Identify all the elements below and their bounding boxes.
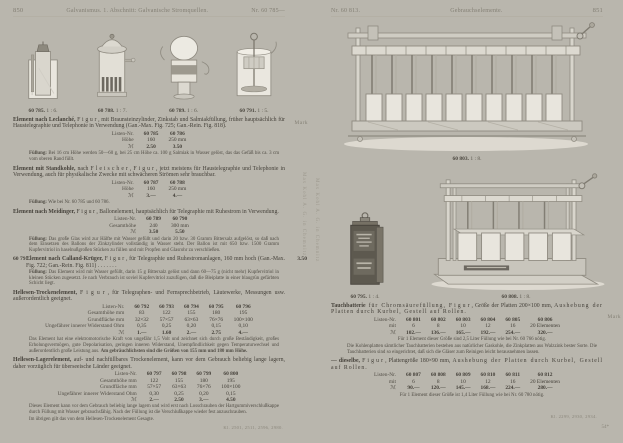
row-label: Grundfläche mm	[100, 384, 137, 391]
row-label: Listen-Nr.	[111, 179, 134, 186]
table-cell: 6	[412, 323, 415, 330]
table-cell: 90.—	[407, 385, 420, 392]
table-cell: 1.—	[137, 329, 147, 336]
filling-note: Für 1 Element dieser Größe ist 1,4 Liter Füllung wie bei Nr. 60 780 nötig.	[399, 392, 545, 398]
row-label: Gesamthöhe mm	[87, 310, 125, 317]
row-label: ℳ	[390, 329, 397, 336]
table-cell: 0,20	[186, 323, 197, 330]
meidinger-cell-illustration	[156, 26, 212, 106]
item-range: Nr. 60 785—	[251, 8, 285, 14]
paragraph: Element nach Leclanché, F i g u r , mit Braunsteinzylinder, Zinkstab und Salmiakfüllung, früher hauptsächlich für Haustelegraphie und Telephonie in Verwendung (Gan.-Max. Fig. 725; Gan.-Rein. Fig. 818).	[13, 117, 285, 130]
table-cell: 60 801	[406, 316, 421, 323]
table-cell: 57×57	[159, 316, 174, 323]
row-label: ℳ	[390, 385, 397, 392]
figure-row-2	[345, 172, 603, 300]
description-note: Die Kohlenplatten sämtlicher Tauchbatterien bestehen aus natürlicher Gaskohle, die Zinkplatten aus Walzzink bester Sorte. Die Tauchbatterien sind so eingerichtet, daß sich die Gläser zum Reinigen leicht herausnehmen lassen.	[347, 344, 597, 355]
table-cell: 3.—	[146, 192, 156, 199]
row-label: mit	[388, 323, 397, 330]
standkohle-cell-illustration	[84, 26, 140, 106]
table-cell: 60 800	[223, 371, 239, 378]
table-cell: 0,25	[174, 390, 184, 397]
section-hellesen-trockenelement	[13, 290, 285, 354]
filling-note: Füllung: Das Element wird mit Wasser gefüllt, darin 15 g Bittersalz gelöst und dann 60—75 g (nicht mehr) Kupfervitriol in kleinen Stücken zugesetzt. Je nach Verbrauch ist soviel Kupfervitriol zuzufügen, daß die Bleiplatte in einer blaugrün gefärbten Schicht liegt.	[29, 270, 279, 287]
figure-caption: 60 808. 1 : 8.	[501, 294, 531, 300]
table-cell: 136.—	[430, 329, 446, 336]
margin-item-number: 60 791.	[13, 256, 30, 263]
table-cell: 60 794	[183, 303, 199, 310]
table-cell: 240	[149, 222, 158, 229]
row-label: ℳ	[127, 143, 134, 150]
plunge-battery-small-illustration	[423, 172, 609, 292]
table-cell: 195	[226, 377, 235, 384]
page-right	[311, 0, 623, 443]
price-table	[104, 216, 194, 235]
row-label: Ungefährer innerer Widerstand Ohm	[57, 390, 137, 397]
table-cell: 60 799	[196, 371, 212, 378]
section-hellesen-lagerelement	[13, 357, 285, 422]
table-cell: 10	[460, 323, 466, 330]
table-cell: 120.—	[430, 385, 446, 392]
table-cell: 60 810	[480, 372, 496, 379]
row-label: Listen-Nr.	[374, 316, 397, 323]
table-cell: 100×100	[233, 316, 253, 323]
row-label: ℳ	[127, 192, 134, 199]
table-row	[107, 144, 192, 150]
table-cell: 168.—	[480, 385, 496, 392]
table-cell: 0,35	[137, 323, 147, 330]
row-label: Listen-Nr.	[374, 372, 397, 379]
description-note: Das Element hat eine elektromotorische Kraft von ungefähr 1,5 Volt und zeichnet sich durch große Beständigkeit, großes Erholungsvermögen, gute Depolarisation, geringen inneren Widerstand, Unempfindlichkeit gegen Temperaturwechsel und außerordentlich große Leistung aus. Am gebräuchlichsten sind die Größen von 155 mm und 180 mm Höhe.	[29, 337, 279, 354]
table-cell: 32×32	[134, 316, 149, 323]
figure-standkohle-cell	[84, 26, 140, 114]
table-cell: 60 807	[406, 372, 421, 379]
table-cell: 160	[147, 137, 156, 144]
table-row	[107, 193, 192, 199]
item-range: Nr. 60 813.	[331, 8, 361, 14]
table-cell: 60 796	[235, 303, 251, 310]
table-cell: 224.—	[505, 385, 521, 392]
table-cell: 2.50	[174, 396, 184, 403]
figure-caption: 60 791. 1 : 5.	[239, 108, 269, 114]
table-cell: 0,15	[226, 390, 236, 397]
description-note: Im übrigen gilt das von dem Hellesen-Trockenelement Gesagte.	[29, 416, 155, 422]
table-cell: 2.—	[149, 396, 159, 403]
table-cell: 122	[162, 310, 171, 317]
figure-row	[17, 22, 281, 114]
plunge-battery-rack-illustration	[338, 20, 596, 154]
table-cell: 60 806	[537, 316, 553, 323]
section-leclanche	[13, 117, 285, 163]
table-cell: 20 Elementen	[530, 378, 560, 385]
figure-calland-cell	[227, 28, 281, 114]
table-row	[104, 216, 194, 222]
table-cell: 60 787	[143, 179, 159, 186]
table-cell: 60 795	[208, 303, 224, 310]
paragraph: Element nach Meidinger, F i g u r , Ballonelement, hauptsächlich für Telegraphie mit Ruhestrom in Verwendung.	[13, 208, 279, 215]
section-tauchbatterie-180	[331, 358, 603, 398]
table-row	[40, 330, 258, 336]
figure-caption: 60 788. 1 : 7.	[97, 108, 127, 114]
figure-leclanche-cell	[17, 34, 69, 114]
figure-meidinger-cell	[156, 26, 212, 114]
table-cell: 180	[212, 310, 221, 317]
table-row	[369, 330, 565, 336]
table-cell: 8	[436, 378, 440, 385]
table-cell: 60 797	[146, 371, 162, 378]
table-cell: 300 mm	[170, 222, 189, 229]
table-cell: 0,10	[238, 323, 248, 330]
table-cell: 4.50	[226, 396, 236, 403]
table-cell: 155	[174, 377, 184, 384]
figure-plunge-battery-large	[331, 20, 603, 166]
table-cell: 165.—	[455, 329, 471, 336]
table-cell: 0,15	[211, 323, 221, 330]
table-cell: 250 mm	[168, 137, 187, 144]
row-label: Listen-Nr.	[114, 216, 137, 223]
table-cell: 4.—	[238, 329, 248, 336]
figure-plunge-battery-small	[423, 172, 609, 300]
table-cell: 57×57	[147, 384, 162, 391]
hellesen-dry-cell-illustration	[345, 208, 385, 292]
table-cell: 280.—	[537, 385, 553, 392]
table-cell: 145.—	[455, 385, 471, 392]
row-label: mit	[388, 378, 397, 385]
leclanche-cell-illustration	[17, 34, 69, 106]
table-cell: 12	[485, 323, 491, 330]
table-cell: 60 811	[505, 372, 521, 379]
table-cell: 60 788	[170, 179, 185, 186]
row-label: Grundfläche mm	[87, 316, 125, 323]
price-table	[40, 304, 258, 336]
table-cell: 10	[460, 378, 466, 385]
margin-price: 3.50	[297, 256, 307, 263]
paragraph: Tauchbatterie für Chromsäurefüllung, F i g u r , Größe der Platten 200×100 mm, Aushebung der Platten durch Kurbel, Gestell auf Rollen.	[331, 303, 603, 316]
filling-note: Für 1 Element dieser Größe sind 2,5 Liter Füllung wie bei Nr. 60 766 nötig.	[397, 337, 547, 343]
table-cell: 63×63	[184, 316, 199, 323]
paragraph: — dieselbe, F i g u r , Plattengröße 180×90 mm, Aushebung der Platten durch Kurbel, Gestell auf Rollen.	[331, 358, 603, 371]
row-label: Gesamthöhe	[109, 222, 137, 229]
row-label: Ungefährer innerer Widerstand Ohm	[45, 323, 125, 330]
filling-note: Füllung: Bei 16 cm Höhe werden 50—60 g, bei 25 cm Höhe ca. 100 g Salmiak in Wasser gelöst, das das Gefäß bis ca. 3 cm vom oberen Rand füllt.	[29, 151, 279, 162]
table-cell: 195	[239, 310, 248, 317]
table-cell: 60 785	[143, 130, 159, 137]
table-cell: 60 790	[172, 216, 188, 223]
table-cell: 160	[147, 186, 156, 193]
table-cell: 8	[436, 323, 440, 330]
paragraph: Hellesen-Lagerelement, auf- und nachfüllbares Trockenelement, kann vor dem Gebrauch beliebig lange lagern, daher vorzüglich für überseeische Länder geeignet.	[13, 357, 285, 370]
margin-currency-label: Mark	[294, 120, 308, 126]
gutter-imprint: Max Kohl A. G. in Chemnitz	[314, 178, 319, 263]
table-cell: 2.75	[211, 329, 221, 336]
row-label: Gesamthöhe mm	[100, 377, 137, 384]
running-title: Gebrauchselemente.	[450, 8, 503, 14]
price-table	[107, 131, 192, 150]
table-cell: 60 804	[480, 316, 496, 323]
table-cell: 20 Elementen	[530, 323, 560, 330]
table-cell: 63×63	[172, 384, 186, 391]
row-label: Listen-Nr.	[102, 303, 125, 310]
table-cell: 2.50	[146, 143, 156, 150]
table-cell: 122	[150, 377, 159, 384]
table-cell: 0,30	[149, 390, 159, 397]
row-label: ℳ	[130, 229, 137, 236]
plate-reference-footer: Kl. 2299, 2930, 2934.	[550, 414, 597, 419]
table-cell: 60 812	[537, 372, 553, 379]
table-cell: 60 792	[134, 303, 150, 310]
paragraph: Hellesen-Trockenelement, F i g u r , für Telegraphen- und Fernsprechbetrieb, Läutewerke, Messungen usw. außerordentlich geeignet.	[13, 289, 285, 303]
table-cell: 76×76	[209, 316, 224, 323]
row-label: Höhe	[121, 137, 134, 144]
filling-note: Füllung: Das große Glas wird zur Hälfte mit Wasser gefüllt und darin 20 bzw. 30 Gramm Bittersalz aufgelöst, so daß nach dem Einsetzen des Ballons der Zinkzylinder vollständig in Wasser steht. Der Ballon ist mit 650 bzw. 1500 Gramm Kupfervitriol in haselnußgroßen Stücken zu füllen und mit Propfen und Glasrohr zu verschließen.	[29, 236, 279, 253]
row-label: ℳ	[130, 396, 137, 403]
calland-cell-illustration	[227, 28, 281, 106]
table-cell: 60 803	[455, 316, 471, 323]
page-header-right	[331, 7, 603, 17]
description-note: Dieses Element kann vor dem Gebrauch beliebig lange lagern und wird erst nach Losschrauben der Hartgummiverschlußkappe durch Füllung mit Wasser gebrauchsfähig. Nach der Füllung ist die Verschlußkappe wieder fest anzuschrauben.	[29, 404, 279, 416]
page-number: 851	[592, 7, 603, 14]
section-calland	[13, 256, 307, 287]
table-row	[53, 397, 246, 403]
table-cell: 250 mm	[168, 186, 187, 193]
table-cell: 60 808	[430, 372, 446, 379]
table-cell: 155	[187, 310, 196, 317]
table-cell: 4.—	[172, 192, 183, 199]
section-standkohle	[13, 166, 285, 206]
table-cell: 12	[485, 378, 491, 385]
table-cell: 76×76	[196, 384, 211, 391]
signature-mark: 54*	[601, 425, 609, 430]
table-cell: 60 802	[430, 316, 446, 323]
plate-reference-footer: Kl. 2501, 2511, 2596, 2980.	[223, 425, 283, 430]
row-label: Listen-Nr.	[111, 130, 134, 137]
table-cell: 60 793	[159, 303, 174, 310]
section-meidinger	[13, 209, 285, 254]
table-cell: 1.60	[161, 329, 172, 336]
price-table	[53, 371, 246, 403]
margin-currency-label: Mark	[607, 314, 621, 320]
figure-caption: 60 803. 1 : 8.	[452, 156, 482, 162]
row-label: ℳ	[118, 329, 125, 336]
page-number: 850	[13, 7, 24, 14]
table-cell: 2.—	[186, 329, 197, 336]
paragraph: 60 791. Element nach Calland-Krüger, F i g u r , für Telegraphie und Ruhestromanlagen, 160 mm hoch (Gan.-Max. Fig. 722; Gan.-Rein. Fig. 811) . . . . . . . 3.50	[13, 256, 307, 269]
table-cell: 60 805	[505, 316, 521, 323]
section-tauchbatterie-200	[331, 303, 603, 355]
table-cell: 0,25	[161, 323, 172, 330]
table-cell: 16	[510, 378, 516, 385]
table-cell: 192.—	[480, 329, 496, 336]
price-table	[107, 180, 192, 199]
row-label: Listen-Nr.	[114, 371, 137, 378]
figure-caption: 60 795. 1 : 4.	[350, 294, 380, 300]
figure-hellesen-dry-cell	[345, 208, 385, 300]
table-row	[369, 385, 565, 391]
price-table	[369, 317, 565, 336]
table-cell: 60 786	[170, 130, 185, 137]
table-cell: 83	[139, 310, 145, 317]
table-cell: 0,20	[199, 390, 209, 397]
running-title: Galvanismus. 1. Abschnitt: Galvanische Stromquellen.	[66, 8, 209, 14]
page-left	[0, 0, 311, 443]
figure-caption: 60 789. 1 : 6.	[169, 108, 199, 114]
row-label: Höhe	[121, 186, 134, 193]
figure-caption: 60 785. 1 : 6.	[28, 108, 58, 114]
paragraph: Element mit Standkohle, nach F l e i s c h e r , F i g u r , jetzt meistens für Haustelegraphie und Telephonie in Verwendung, auch für physikalische Zwecke mit schwächeren Strömen sehr brauchbar.	[13, 165, 286, 179]
table-cell: 3.50	[148, 229, 159, 236]
table-cell: 180	[199, 377, 208, 384]
price-table	[369, 372, 565, 391]
table-cell: 3.—	[199, 396, 209, 403]
page-header-left	[13, 7, 285, 17]
table-cell: 3.50	[172, 143, 183, 150]
filling-note: Füllung: Wie bei Nr. 60 785 und 60 786.	[29, 200, 110, 205]
table-cell: 60 809	[455, 372, 471, 379]
table-cell: 6	[412, 378, 415, 385]
table-cell: 60 798	[171, 371, 187, 378]
gutter-imprint: Max Kohl A. G. in Chemnitz	[301, 172, 306, 257]
table-row	[104, 229, 194, 235]
table-cell: 16	[510, 323, 516, 330]
table-cell: 320.—	[537, 329, 553, 336]
table-cell: 102.—	[406, 329, 421, 336]
table-cell: 60 789	[146, 216, 161, 223]
table-cell: 254.—	[505, 329, 521, 336]
table-cell: 100×100	[221, 384, 241, 391]
table-cell: 5.50	[175, 229, 185, 236]
